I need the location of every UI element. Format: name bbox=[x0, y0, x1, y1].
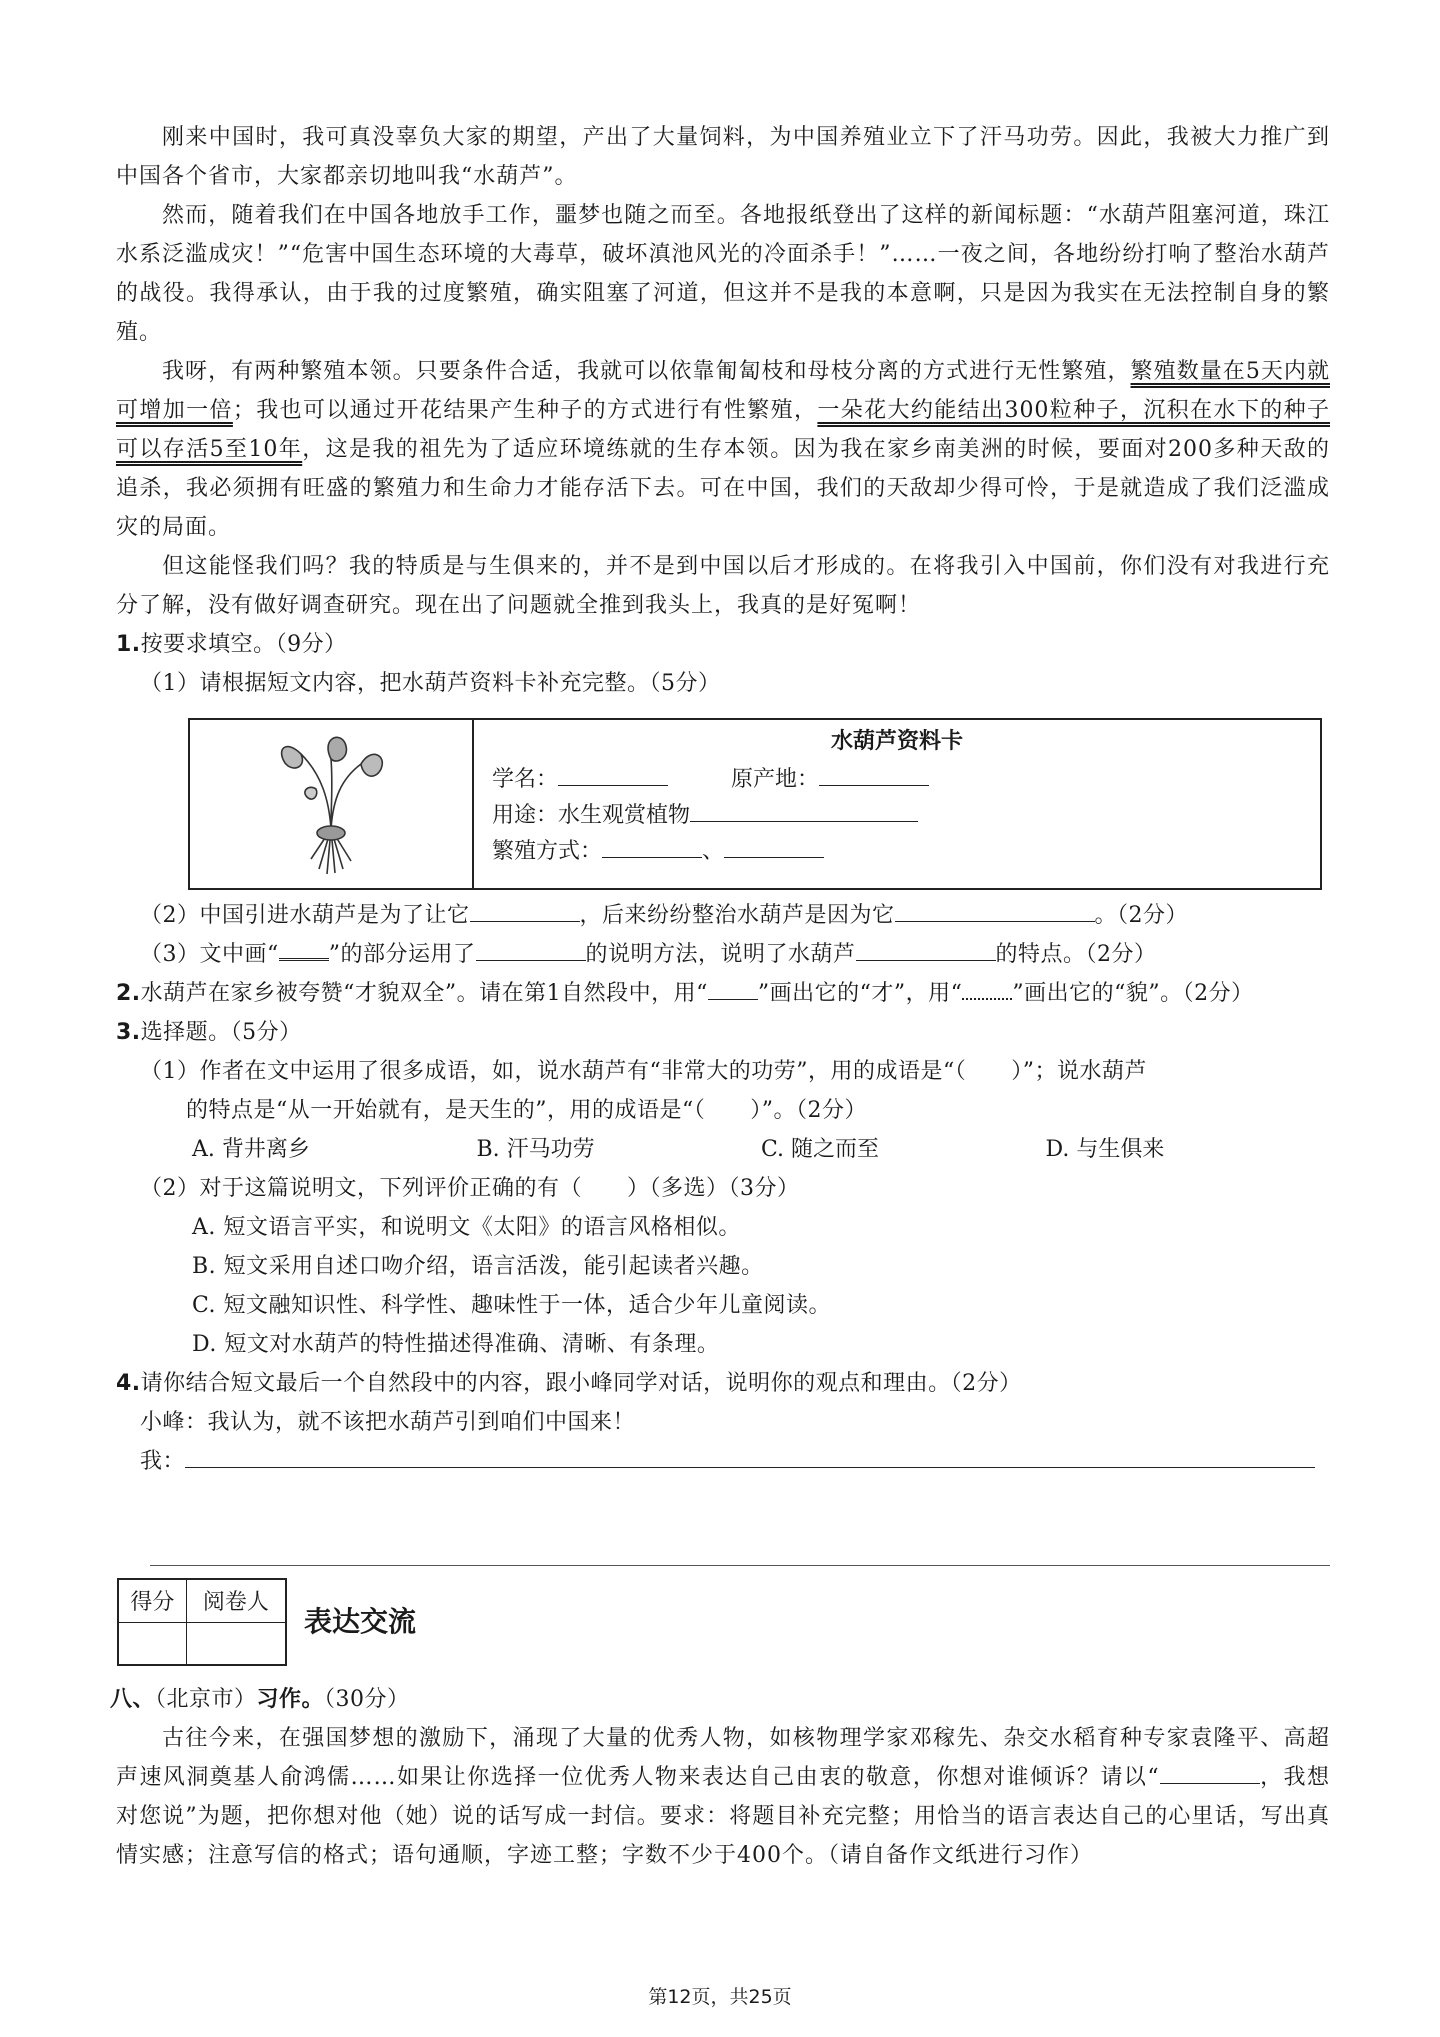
q3-1-option-b[interactable]: B. 汗马功劳 bbox=[476, 1137, 595, 1162]
q1-3-blank-2[interactable] bbox=[856, 940, 996, 961]
p3-text-a: 我呀，有两种繁殖本领。只要条件合适，我就可以依靠匍匐枝和母枝分离的方式进行无性繁殖， bbox=[162, 359, 1131, 384]
me-label: 我： bbox=[140, 1449, 186, 1474]
data-card bbox=[188, 718, 1322, 890]
q8-prompt bbox=[116, 1719, 1330, 1875]
score-box bbox=[117, 1578, 287, 1666]
name-blank[interactable] bbox=[558, 765, 668, 786]
passage-paragraph-4: 但这能怪我们吗？我的特质是与生俱来的，并不是到中国以后才形成的。在将我引入中国前，你们没有对我进行充分了解，没有做好调查研究。现在出了问题就全推到我头上，我真的是好冤啊！ bbox=[116, 554, 1330, 618]
question-8-heading bbox=[110, 1680, 1330, 1719]
passage-paragraph-1: 刚来中国时，我可真没辜负大家的期望，产出了大量饲料，为中国养殖业立下了汗马功劳。因此，我被大力推广到中国各个省市，大家都亲切地叫我“水葫芦”。 bbox=[116, 125, 1330, 189]
q8-region: （北京市） bbox=[155, 1687, 257, 1712]
question-3-1b: 的特点是“从一开始就有，是天生的”，用的成语是“（ ）”。（2分） bbox=[186, 1098, 867, 1123]
reproduction-label: 繁殖方式： bbox=[492, 839, 603, 864]
passage-paragraph-2: 然而，随着我们在中国各地放手工作，噩梦也随之而至。各地报纸登出了这样的新闻标题：“水葫芦阻塞河道，珠江水系泛滥成灾！”“危害中国生态环境的大毒草，破坏滇池风光的冷面杀手！”……一夜之间，各地纷纷打响了整治水葫芦的战役。我得承认，由于我的过度繁殖，确实阻塞了河道，但这并不是我的本意啊，只是因为我实在无法控制自身的繁殖。 bbox=[116, 203, 1330, 345]
double-underline-sample bbox=[279, 938, 329, 961]
q1-2-text-a: （2）中国引进水葫芦是为了让它 bbox=[140, 903, 470, 928]
origin-blank[interactable] bbox=[819, 765, 929, 786]
question-1-1: （1）请根据短文内容，把水葫芦资料卡补充完整。（5分） bbox=[140, 671, 721, 696]
q3-1-options bbox=[192, 1130, 1330, 1169]
question-1-text: 按要求填空。（9分） bbox=[140, 632, 347, 657]
score-cell[interactable] bbox=[118, 1622, 186, 1665]
p3-underlined-a: 繁殖数量在5天内就可增加一倍 bbox=[116, 359, 1330, 423]
q1-2-text-c: 。（2分） bbox=[1094, 903, 1189, 928]
use-blank[interactable] bbox=[690, 801, 918, 822]
reproduction-separator: 、 bbox=[702, 839, 725, 864]
origin-label: 原产地： bbox=[731, 767, 820, 792]
p3-text-c: ，这是我的祖先为了适应环境练就的生存本领。因为我在家乡南美洲的时候，要面对200多种天敌的追杀，我必须拥有旺盛的繁殖力和生命力才能存活下去。可在中国，我们的天敌却少得可怜，于是就造成了我们泛滥成灾的局面。 bbox=[116, 437, 1330, 540]
water-hyacinth-illustration bbox=[190, 720, 474, 888]
q3-1-option-d[interactable]: D. 与生俱来 bbox=[1045, 1137, 1165, 1162]
p3-text-b: ；我也可以通过开花结果产生种子的方式进行有性繁殖， bbox=[232, 398, 818, 423]
question-3-number: 3. bbox=[116, 1020, 141, 1045]
plant-icon bbox=[271, 729, 391, 879]
q1-2-blank-2[interactable] bbox=[895, 901, 1095, 922]
reproduction-blank-1[interactable] bbox=[602, 837, 702, 858]
question-8 bbox=[110, 1680, 1330, 1875]
passage-paragraph-3 bbox=[116, 352, 1330, 547]
card-row-reproduction bbox=[492, 834, 1302, 870]
q1-3-text-d: 的特点。（2分） bbox=[995, 942, 1157, 967]
q2-text-c: ”画出它的“貌”。（2分） bbox=[1012, 981, 1254, 1006]
q8-title-blank[interactable] bbox=[1160, 1763, 1260, 1784]
question-1-2 bbox=[140, 896, 1330, 935]
page-footer: 第12页，共25页 bbox=[648, 1986, 792, 2008]
question-3-text: 选择题。（5分） bbox=[140, 1020, 302, 1045]
q3-1-option-c[interactable]: C. 随之而至 bbox=[761, 1137, 880, 1162]
q8-number: 八、 bbox=[110, 1687, 156, 1712]
q8-title: 习作。 bbox=[256, 1687, 325, 1712]
question-3-1a: （1）作者在文中运用了很多成语，如，说水葫芦有“非常大的功劳”，用的成语是“（ ）”；说水葫芦 bbox=[140, 1059, 1147, 1084]
q4-answer-blank[interactable] bbox=[185, 1447, 1315, 1468]
question-1-number: 1. bbox=[116, 632, 141, 657]
q3-2-option-b[interactable]: B. 短文采用自述口吻介绍，语言活泼，能引起读者兴趣。 bbox=[192, 1254, 764, 1279]
passage bbox=[116, 118, 1330, 703]
q1-3-text-b: ”的部分运用了 bbox=[328, 942, 476, 967]
q8-prompt-b: ，我想对您说”为题，把你想对他（她）说的话写成一封信。要求：将题目补充完整；用恰当的语言表达自己的心里话，写出真情实感；注意写信的格式；语句通顺，字迹工整；字数不少于400个。（请自备作文纸进行习作） bbox=[116, 1765, 1330, 1868]
data-card-title: 水葫芦资料卡 bbox=[830, 729, 963, 754]
reproduction-blank-2[interactable] bbox=[724, 837, 824, 858]
q3-2-option-a[interactable]: A. 短文语言平实，和说明文《太阳》的语言风格相似。 bbox=[192, 1215, 741, 1240]
question-2-number: 2. bbox=[116, 981, 141, 1006]
q8-prompt-a: 古往今来，在强国梦想的激励下，涌现了大量的优秀人物，如核物理学家邓稼先、杂交水稻育种专家袁隆平、高超声速风洞奠基人俞鸿儒……如果让你选择一位优秀人物来表达自己由衷的敬意，你想对谁倾诉？请以“ bbox=[116, 1726, 1330, 1790]
question-4-number: 4. bbox=[116, 1371, 141, 1396]
q2-text-a: 水葫芦在家乡被夸赞“才貌双全”。请在第1自然段中，用“ bbox=[140, 981, 708, 1006]
question-1-3 bbox=[140, 935, 1330, 974]
answer-line bbox=[140, 1442, 1330, 1481]
question-1 bbox=[116, 625, 1330, 664]
q3-1-option-a[interactable]: A. 背井离乡 bbox=[192, 1137, 310, 1162]
question-4 bbox=[116, 1364, 1330, 1403]
straight-line-sample bbox=[708, 979, 758, 1000]
score-label: 得分 bbox=[118, 1579, 186, 1622]
question-3-2: （2）对于这篇说明文，下列评价正确的有（ ）（多选）（3分） bbox=[140, 1176, 800, 1201]
q2-text-b: ”画出它的“才”，用“ bbox=[757, 981, 963, 1006]
p3-underlined-b: 一朵花大约能结出300粒种子，沉积在水下的种子可以存活5至10年 bbox=[116, 398, 1330, 462]
card-row-name-origin bbox=[492, 762, 1302, 798]
name-label: 学名： bbox=[492, 767, 559, 792]
q3-2-option-d[interactable]: D. 短文对水葫芦的特性描述得准确、清晰、有条理。 bbox=[192, 1332, 720, 1357]
question-3 bbox=[116, 1013, 1330, 1052]
section-title: 表达交流 bbox=[304, 1605, 417, 1638]
section-divider bbox=[150, 1565, 1330, 1566]
q1-2-blank-1[interactable] bbox=[470, 901, 580, 922]
xiaofeng-line: 小峰：我认为，就不该把水葫芦引到咱们中国来！ bbox=[140, 1410, 636, 1435]
question-4-text: 请你结合短文最后一个自然段中的内容，跟小峰同学对话，说明你的观点和理由。（2分） bbox=[140, 1371, 1022, 1396]
q1-3-blank-1[interactable] bbox=[476, 940, 586, 961]
use-label: 用途：水生观赏植物 bbox=[492, 803, 691, 828]
q8-score: （30分） bbox=[324, 1687, 410, 1712]
questions-continued bbox=[116, 896, 1330, 1481]
data-card-body bbox=[474, 720, 1320, 888]
grader-label: 阅卷人 bbox=[186, 1579, 286, 1622]
q1-2-text-b: ，后来纷纷整治水葫芦是因为它 bbox=[579, 903, 895, 928]
wavy-line-sample bbox=[962, 978, 1012, 1000]
q3-2-option-c[interactable]: C. 短文融知识性、科学性、趣味性于一体，适合少年儿童阅读。 bbox=[192, 1293, 832, 1318]
q1-3-text-c: 的说明方法，说明了水葫芦 bbox=[585, 942, 856, 967]
q1-3-text-a: （3）文中画“ bbox=[140, 942, 279, 967]
grader-cell[interactable] bbox=[186, 1622, 286, 1665]
question-2 bbox=[116, 974, 1330, 1013]
card-row-use bbox=[492, 798, 1302, 834]
